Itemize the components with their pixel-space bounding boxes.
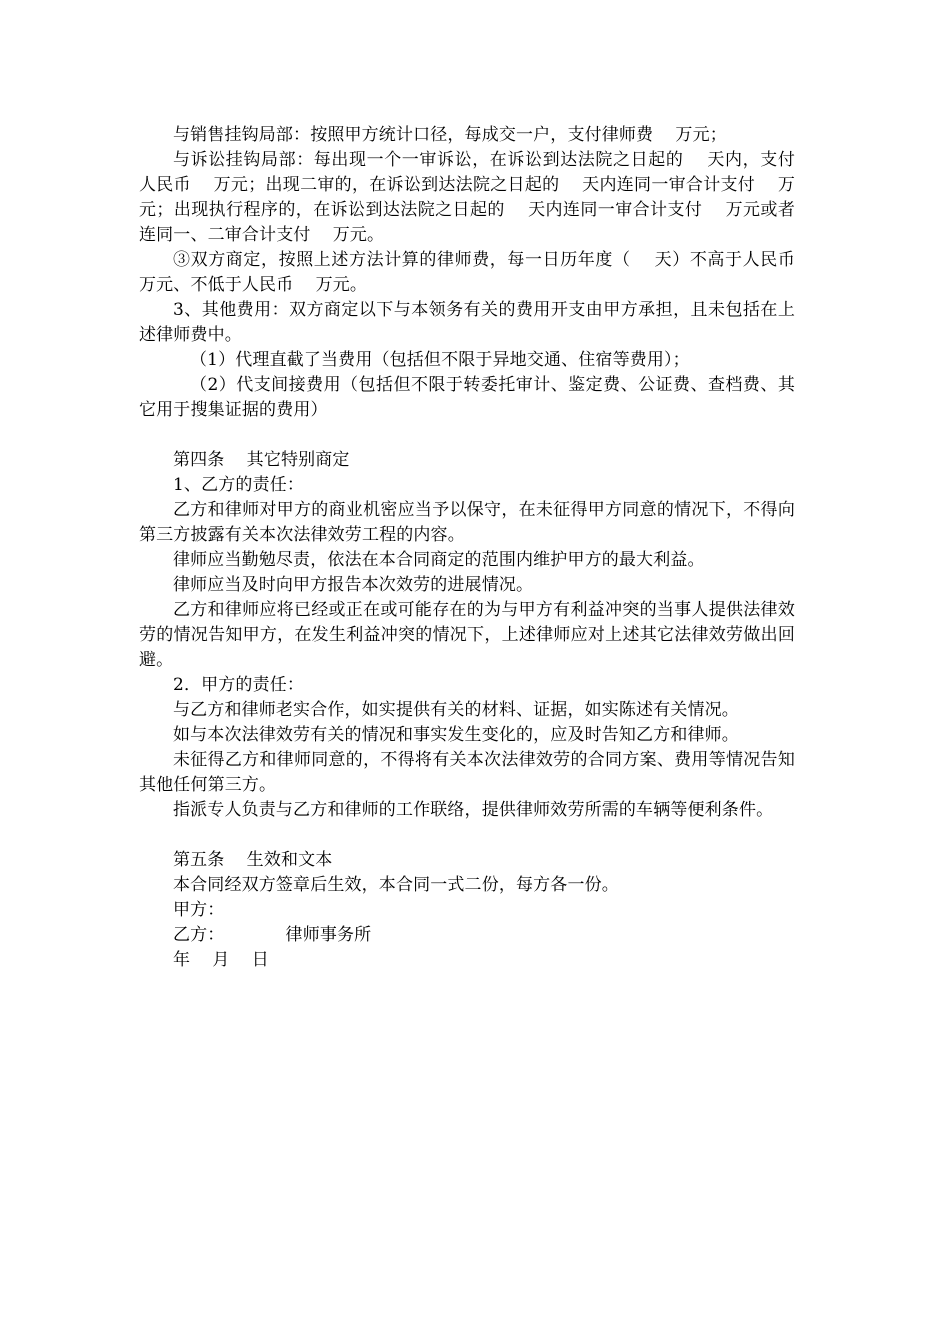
list-item-indirect-costs: （2）代支间接费用（包括但不限于转委托审计、鉴定费、公证费、查档费、其它用于搜集证据的费用）: [139, 375, 795, 420]
paragraph-sales-fee: 与销售挂钩局部：按照甲方统计口径，每成交一户，支付律师费 万元；: [173, 125, 727, 145]
article-5-heading: 第五条 生效和文本: [173, 850, 333, 870]
party-a-duty-liaison: 指派专人负责与乙方和律师的工作联络，提供律师效劳所需的车辆等便利条件。: [173, 800, 774, 820]
article-5-body: 本合同经双方签章后生效，本合同一式二份，每方各一份。: [173, 875, 619, 895]
paragraph-litigation-fee: 与诉讼挂钩局部：每出现一个一审诉讼，在诉讼到达法院之日起的 天内，支付人民币 万元；出现二审的，在诉讼到达法院之日起的 天内连同一审合计支付 万元；出现执行程序的，在诉讼到达法院之日起的 天内连同一审合计支付 万元或者连同一、二审合计支付 万元。: [139, 150, 795, 245]
list-item-direct-costs: （1）代理直截了当费用（包括但不限于异地交通、住宿等费用）；: [190, 350, 690, 370]
document-body: [139, 123, 818, 973]
paragraph-other-fees: 3、其他费用：双方商定以下与本领务有关的费用开支由甲方承担，且未包括在上述律师费中。: [139, 300, 795, 345]
signature-party-a: 甲方：: [173, 900, 225, 920]
party-b-duty-conflict: 乙方和律师应将已经或正在或可能存在的为与甲方有利益冲突的当事人提供法律效劳的情况告知甲方，在发生利益冲突的情况下，上述律师应对上述其它法律效劳做出回避。: [139, 600, 795, 670]
paragraph-fee-cap: ③双方商定，按照上述方法计算的律师费，每一日历年度（ 天）不高于人民币 万元、不低于人民币 万元。: [139, 250, 818, 295]
party-a-duty-nondisclosure: 未征得乙方和律师同意的，不得将有关本次法律效劳的合同方案、费用等情况告知其他任何第三方。: [139, 750, 795, 795]
party-b-duties-heading: 1、乙方的责任：: [173, 475, 305, 495]
party-a-duty-notification: 如与本次法律效劳有关的情况和事实发生变化的，应及时告知乙方和律师。: [173, 725, 739, 745]
article-4-heading: 第四条 其它特别商定: [173, 450, 350, 470]
blank-line: [139, 823, 795, 848]
party-b-duty-confidentiality: 乙方和律师对甲方的商业机密应当予以保守，在未征得甲方同意的情况下，不得向第三方披露有关本次法律效劳工程的内容。: [139, 500, 795, 545]
signature-party-b: 乙方： 律师事务所: [173, 925, 372, 945]
party-a-duty-cooperation: 与乙方和律师老实合作，如实提供有关的材料、证据，如实陈述有关情况。: [173, 700, 739, 720]
signature-date: 年 月 日: [173, 950, 269, 970]
blank-line: [139, 423, 795, 448]
party-a-duties-heading: 2．甲方的责任：: [173, 675, 305, 695]
party-b-duty-diligence: 律师应当勤勉尽责，依法在本合同商定的范围内维护甲方的最大利益。: [173, 550, 705, 570]
party-b-duty-reporting: 律师应当及时向甲方报告本次效劳的进展情况。: [173, 575, 534, 595]
